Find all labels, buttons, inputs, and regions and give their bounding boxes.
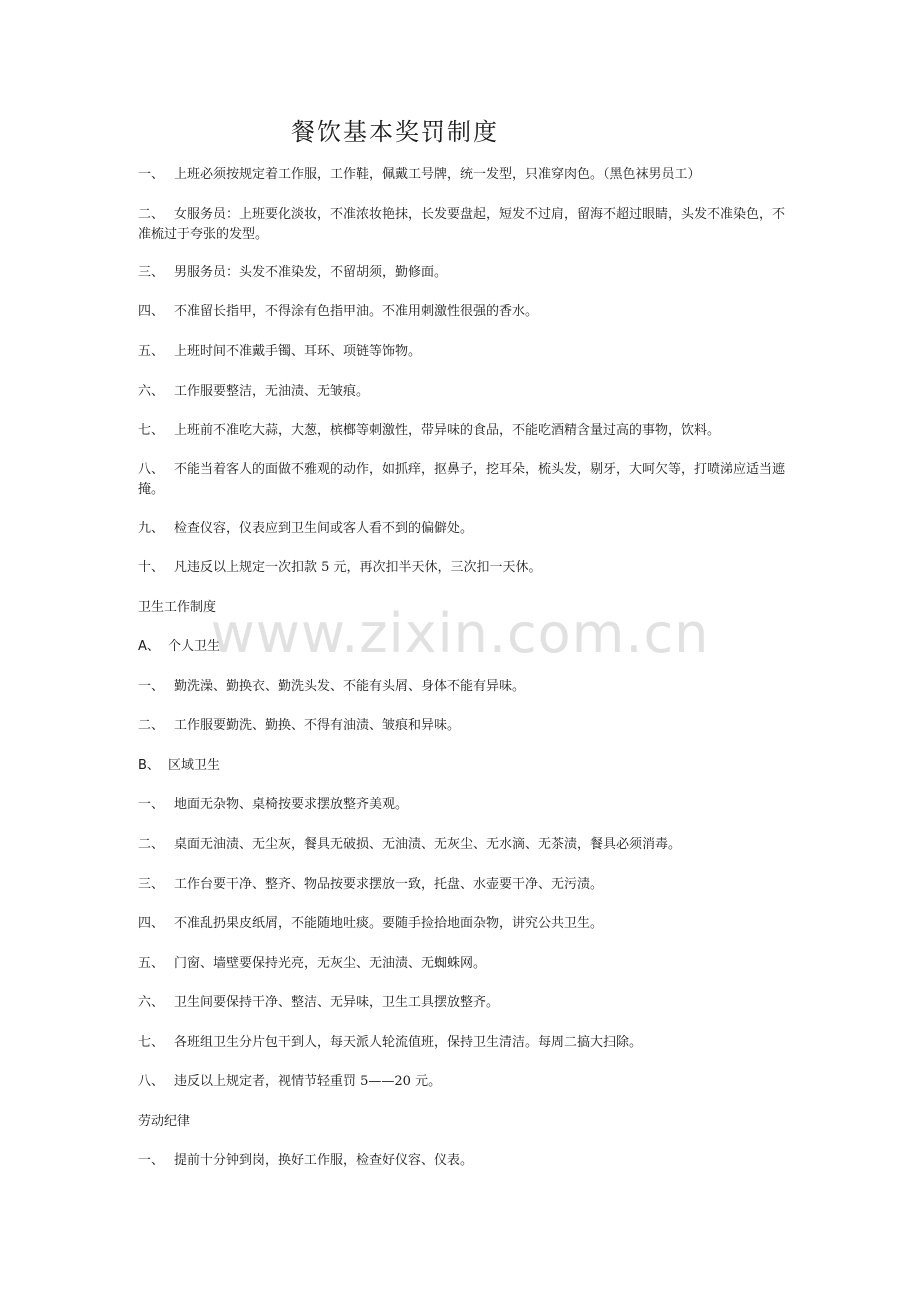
subsection-text: 个人卫生: [168, 639, 221, 654]
list-item: [138, 677, 790, 697]
list-item: [138, 716, 790, 736]
item-number: 六、: [138, 995, 165, 1010]
list-item: [138, 914, 790, 934]
rule-number: 八、: [138, 462, 165, 477]
rule-item: [138, 302, 790, 322]
rule-number: 三、: [138, 265, 165, 280]
list-item: [138, 795, 790, 815]
item-number: 一、: [138, 679, 165, 694]
subsection-letter: B、: [138, 758, 160, 773]
rule-text: 不能当着客人的面做不雅观的动作，如抓痒，抠鼻子，挖耳朵，梳头发，剔牙，大呵欠等，打喷涕应适当遮掩。: [138, 462, 786, 497]
rule-text: 检查仪容，仪表应到卫生间或客人看不到的偏僻处。: [174, 521, 474, 536]
item-number: 八、: [138, 1074, 165, 1089]
item-text: 不准乱扔果皮纸屑，不能随地吐痰。要随手捡拾地面杂物，讲究公共卫生。: [174, 916, 604, 931]
rule-text: 男服务员：头发不准染发，不留胡须，勤修面。: [174, 265, 448, 280]
item-text: 门窗、墙壁要保持光亮，无灰尘、无油渍、无蜘蛛网。: [174, 956, 487, 971]
rule-number: 七、: [138, 423, 165, 438]
rule-item: [138, 421, 790, 441]
list-item: [138, 875, 790, 895]
item-number: 五、: [138, 956, 165, 971]
rule-number: 五、: [138, 344, 165, 359]
list-item: [138, 1072, 790, 1092]
item-number: 一、: [138, 797, 165, 812]
rule-text: 上班必须按规定着工作服，工作鞋，佩戴工号牌，统一发型，只准穿肉色。（黑色袜男员工）: [174, 167, 701, 182]
rule-number: 六、: [138, 384, 165, 399]
rule-number: 十、: [138, 560, 165, 575]
item-number: 七、: [138, 1035, 165, 1050]
list-item: [138, 993, 790, 1013]
item-text: 勤洗澡、勤换衣、勤洗头发、不能有头屑、身体不能有异味。: [174, 679, 526, 694]
rule-item: [138, 558, 790, 578]
item-number: 三、: [138, 877, 165, 892]
rule-number: 一、: [138, 167, 165, 182]
rule-text: 女服务员：上班要化淡妆，不准浓妆艳抹，长发要盘起，短发不过肩，留海不超过眼睛，头发不准染色，不准梳过于夸张的发型。: [138, 207, 786, 242]
subsection-heading-b: [138, 756, 790, 776]
item-text: 桌面无油渍、无尘灰，餐具无破损、无油渍、无灰尘、无水滴、无茶渍，餐具必须消毒。: [174, 837, 682, 852]
rule-item: [138, 205, 790, 245]
rule-number: 二、: [138, 207, 165, 222]
rule-text: 不准留长指甲，不得涂有色指甲油。不准用刺激性很强的香水。: [174, 304, 539, 319]
rule-item: [138, 165, 790, 185]
rule-item: [138, 382, 790, 402]
rule-number: 九、: [138, 521, 165, 536]
rule-item: [138, 460, 790, 500]
rule-item: [138, 342, 790, 362]
item-number: 二、: [138, 718, 165, 733]
rule-text: 凡违反以上规定一次扣款 5 元，再次扣半天休，三次扣一天休。: [174, 560, 542, 575]
item-number: 一、: [138, 1153, 165, 1168]
list-item: [138, 835, 790, 855]
list-item: [138, 1033, 790, 1053]
subsection-text: 区域卫生: [168, 758, 221, 773]
rule-text: 上班前不准吃大蒜，大葱，槟榔等刺激性，带异味的食品，不能吃酒精含量过高的事物，饮料。: [174, 423, 721, 438]
document-title: 餐饮基本奖罚制度: [291, 118, 499, 146]
item-text: 卫生间要保持干净、整洁、无异味，卫生工具摆放整齐。: [174, 995, 500, 1010]
rule-number: 四、: [138, 304, 165, 319]
item-text: 工作台要干净、整齐、物品按要求摆放一致，托盘、水壶要干净、无污渍。: [174, 877, 604, 892]
rule-item: [138, 263, 790, 283]
watermark: www.zixin.com.cn: [210, 602, 710, 665]
subsection-letter: A、: [138, 639, 160, 654]
item-text: 工作服要勤洗、勤换、不得有油渍、皱痕和异味。: [174, 718, 461, 733]
rule-text: 工作服要整洁，无油渍、无皱痕。: [174, 384, 370, 399]
subsection-heading-a: [138, 637, 790, 657]
item-number: 四、: [138, 916, 165, 931]
item-number: 二、: [138, 837, 165, 852]
list-item: [138, 954, 790, 974]
rule-text: 上班时间不准戴手镯、耳环、项链等饰物。: [174, 344, 422, 359]
section-heading-labor: 劳动纪律: [138, 1114, 191, 1129]
item-text: 各班组卫生分片包干到人，每天派人轮流值班，保持卫生清洁。每周二搞大扫除。: [174, 1035, 643, 1050]
item-text: 违反以上规定者，视情节轻重罚 5——20 元。: [174, 1074, 442, 1089]
rule-item: [138, 519, 790, 539]
section-heading-hygiene: 卫生工作制度: [138, 600, 217, 615]
list-item: [138, 1151, 790, 1171]
item-text: 提前十分钟到岗，换好工作服，检查好仪容、仪表。: [174, 1153, 474, 1168]
item-text: 地面无杂物、桌椅按要求摆放整齐美观。: [174, 797, 409, 812]
